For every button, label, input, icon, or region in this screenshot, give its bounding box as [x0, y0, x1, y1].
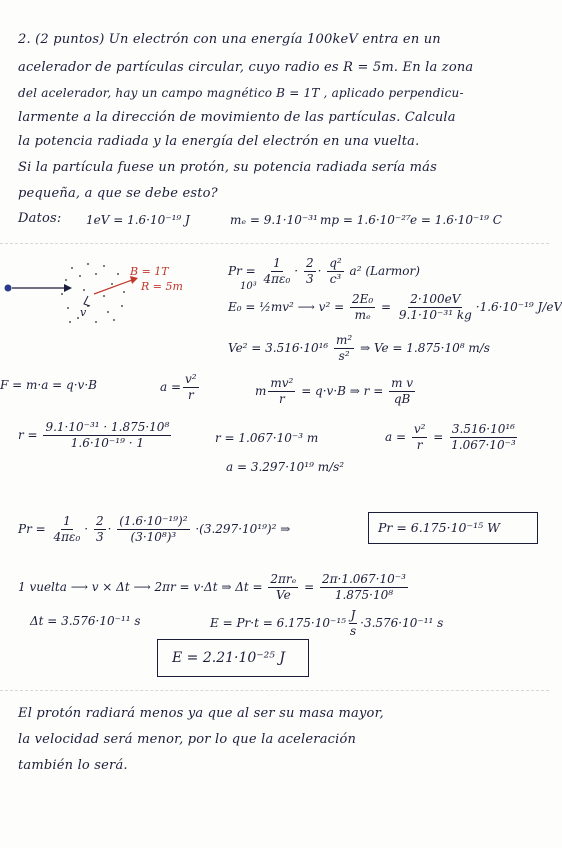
datos-e: e = 1.6·10⁻¹⁹ C — [410, 213, 502, 227]
problem-line: acelerador de partículas circular, cuyo radio es R = 5m. En la zona — [18, 60, 474, 75]
problem-line: larmente a la dirección de movimiento de las partículas. Calcula — [18, 110, 456, 125]
exp-label: 10³ — [240, 281, 257, 292]
conclusion-line: la velocidad será menor, por lo que la aceleración — [18, 732, 357, 747]
b-field-label: B = 1T — [130, 265, 169, 278]
radius-label: R = 5m — [141, 280, 183, 293]
datos-mp: mp = 1.6·10⁻²⁷ — [320, 213, 411, 227]
problem-line: 2. (2 puntos) Un electrón con una energía 100keV entra en un — [18, 32, 441, 47]
problem-line: pequeña, a que se debe esto? — [18, 186, 218, 201]
page-rule — [0, 243, 549, 244]
power-result: Pr = 6.175·10⁻¹⁵ W — [378, 520, 500, 535]
time-value: Δt = 3.576·10⁻¹¹ s — [30, 614, 141, 628]
larmor-equation: Pr = $\frac{1}{\text{4πε₀}}$ · $\frac{2}{3}$ · $\frac{\text{q²}}{\text{c³}}$ a² (Larmor) — [228, 256, 420, 286]
radius-arrow — [94, 280, 132, 294]
lap-derivation: 1 vuelta ⟶ v × Δt ⟶ 2πr = v·Δt ⇒ Δt = $\frac{\text{2πrₑ}}{Ve}$ = $\frac{\text{2π·1.067·10⁻³}}{\text{1.875·10⁸}}$ — [18, 572, 406, 602]
radius-value: r = 1.067·10⁻³ m — [215, 431, 319, 445]
velocity-label: v — [80, 306, 87, 319]
energy-result: E = 2.21·10⁻²⁵ J — [172, 650, 285, 666]
datos-me: mₑ = 9.1·10⁻³¹ — [230, 213, 318, 227]
accel-calc: a = $\frac{\text{v²}}{r}$ = $\frac{\text{3.516·10¹⁶}}{\text{1.067·10⁻³}}$ — [385, 422, 516, 452]
energy-calc: E = Pr·t = 6.175·10⁻¹⁵ $\frac{J}{s}$ ·3.576·10⁻¹¹ s — [210, 608, 444, 638]
conclusion-line: también lo será. — [18, 758, 128, 773]
datos-label: Datos: — [18, 211, 62, 226]
electron-dot — [5, 285, 12, 292]
force-equation: F = m·a = q·v·B — [0, 378, 97, 392]
problem-line: Si la partícula fuese un protón, su potencia radiada sería más — [18, 160, 438, 175]
accel-value: a = 3.297·10¹⁹ m/s² — [226, 460, 345, 474]
radius-calc: r = $\frac{\text{9.1·10⁻³¹ · 1.875·10⁸}}{\text{1.6·10⁻¹⁹ · 1}}$ — [18, 420, 170, 450]
energy-equation: E₀ = ½mv² ⟶ v² = $\frac{\text{2E₀}}{\text{mₑ}}$ = $\frac{2\cdot 100eV}{\text{9.1·10⁻³¹ kg}}$ ·1.6·10⁻¹⁹ J/eV — [228, 292, 562, 322]
problem-line: del acelerador, hay un campo magnético B = 1T , aplicado perpendicu- — [18, 86, 464, 100]
accel-definition: a = $\frac{\text{v²}}{r}$ — [160, 372, 197, 402]
velocity-equation: Ve² = 3.516·10¹⁶ $\frac{\text{m²}}{\text{s²}}$ ⇒ Ve = 1.875·10⁸ m/s — [228, 333, 490, 363]
problem-line: la potencia radiada y la energía del electrón en una vuelta. — [18, 134, 420, 149]
conclusion-line: El protón radiará menos ya que al ser su masa mayor, — [18, 706, 384, 721]
datos-ev: 1eV = 1.6·10⁻¹⁹ J — [86, 213, 190, 227]
radius-derivation: m $\frac{\text{mv²}}{r}$ = q·v·B ⇒ r = $\frac{\text{m v}}{qB}$ — [255, 376, 414, 406]
page-rule — [0, 690, 549, 691]
power-calc: Pr = $\frac{1}{\text{4πε₀}}$ · $\frac{2}{3}$ · $\frac{\text{(1.6·10⁻¹⁹)²}}{\text{(3·10⁸)³}}$ ·(3.297·10¹⁹)² ⇒ — [18, 514, 291, 544]
